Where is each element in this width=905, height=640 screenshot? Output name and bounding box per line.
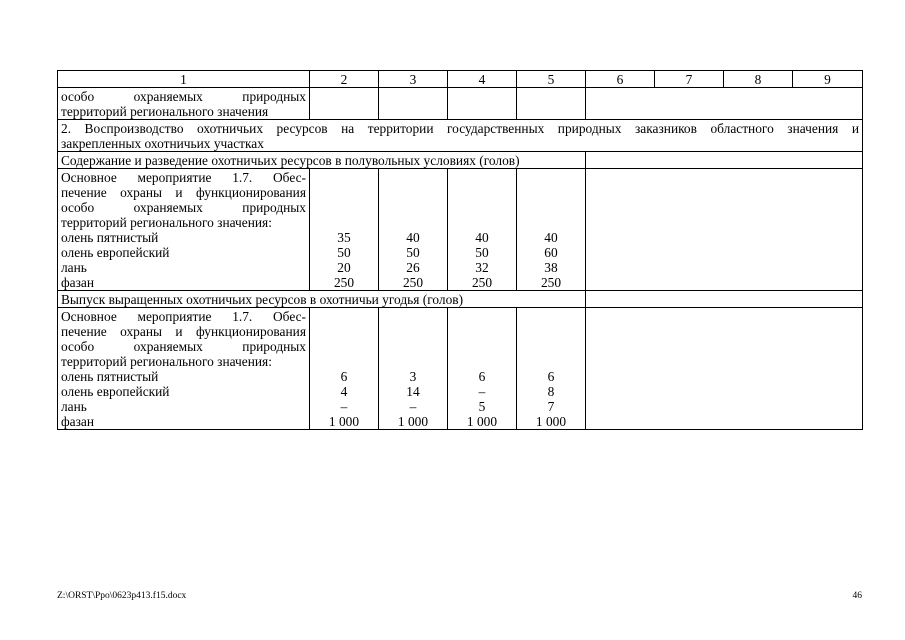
species-label: лань: [61, 399, 87, 414]
value-cell: 40: [406, 230, 420, 245]
empty-cell: [586, 169, 863, 291]
value-column-3: [379, 169, 448, 291]
subsection-row: [58, 291, 863, 308]
value-cell: 3: [409, 369, 417, 384]
column-number-3: 3: [379, 71, 448, 88]
value-cell: 250: [540, 275, 562, 290]
value-cell: –: [478, 384, 486, 399]
value-cell: 250: [471, 275, 493, 290]
measure-description-cell: [58, 169, 310, 291]
measure-line: Основное мероприятие 1.7. Обес-: [61, 309, 306, 324]
subsection-heading: Выпуск выращенных охотничьих ресурсов в охотничьи угодья (голов): [58, 291, 586, 308]
value-cell: 35: [337, 230, 351, 245]
value-cell: 4: [340, 384, 348, 399]
value-column-2: [310, 169, 379, 291]
value-cell: –: [409, 399, 417, 414]
value-column-5: [517, 308, 586, 430]
section-heading: [58, 120, 863, 152]
section-heading-line: 2. Воспроизводство охотничьих ресурсов на территории государственных природных заказников областного значения и: [61, 121, 859, 136]
value-cell: 50: [475, 245, 489, 260]
species-label: олень европейский: [61, 245, 170, 260]
value-cell: 40: [544, 230, 558, 245]
indicators-table: [57, 70, 863, 430]
value-cell: 6: [340, 369, 348, 384]
measure-line: Основное мероприятие 1.7. Обес-: [61, 170, 306, 185]
value-cell: –: [340, 399, 348, 414]
empty-cell: [586, 88, 863, 120]
species-label: олень пятнистый: [61, 230, 159, 245]
page-number: 46: [852, 591, 862, 601]
empty-cell: [310, 88, 379, 120]
subsection-row: [58, 152, 863, 169]
value-cell: 50: [337, 245, 351, 260]
value-cell: 32: [475, 260, 489, 275]
value-column-3: [379, 308, 448, 430]
column-number-2: 2: [310, 71, 379, 88]
value-cell: 6: [478, 369, 486, 384]
value-column-5: [517, 169, 586, 291]
measure-line: печение охраны и функционирования: [61, 324, 306, 339]
value-cell: 6: [547, 369, 555, 384]
continuation-line: территорий регионального значения: [61, 104, 269, 119]
continuation-text-cell: [58, 88, 310, 120]
continuation-line: особо охраняемых природных: [61, 89, 306, 104]
value-cell: 250: [402, 275, 424, 290]
column-number-5: 5: [517, 71, 586, 88]
value-cell: 7: [547, 399, 555, 414]
footer-file-path: Z:\ORST\Ppo\0623p413.f15.docx: [57, 591, 187, 601]
column-number-row: [58, 71, 863, 88]
measure-line: особо охраняемых природных: [61, 200, 306, 215]
value-column-4: [448, 169, 517, 291]
value-cell: 26: [406, 260, 420, 275]
measure-line: печение охраны и функционирования: [61, 185, 306, 200]
empty-cell: [586, 152, 863, 169]
measure-description-cell: [58, 308, 310, 430]
value-cell: 1 000: [535, 414, 567, 429]
species-label: лань: [61, 260, 87, 275]
species-label: олень пятнистый: [61, 369, 159, 384]
column-number-4: 4: [448, 71, 517, 88]
value-column-4: [448, 308, 517, 430]
value-cell: 250: [333, 275, 355, 290]
column-number-1: 1: [58, 71, 310, 88]
empty-cell: [379, 88, 448, 120]
value-cell: 1 000: [397, 414, 429, 429]
continuation-row: [58, 88, 863, 120]
section-heading-line: закрепленных охотничьих участках: [61, 136, 264, 151]
empty-cell: [517, 88, 586, 120]
column-number-9: 9: [793, 71, 863, 88]
value-cell: 5: [478, 399, 486, 414]
value-cell: 1 000: [466, 414, 498, 429]
value-cell: 20: [337, 260, 351, 275]
measure-line: территорий регионального значения:: [61, 354, 272, 369]
empty-cell: [586, 291, 863, 308]
value-cell: 50: [406, 245, 420, 260]
species-label: фазан: [61, 275, 95, 290]
species-label: фазан: [61, 414, 95, 429]
species-label: олень европейский: [61, 384, 170, 399]
measure-line: территорий регионального значения:: [61, 215, 272, 230]
empty-cell: [586, 308, 863, 430]
empty-cell: [448, 88, 517, 120]
value-column-2: [310, 308, 379, 430]
measure-block-row: [58, 169, 863, 291]
column-number-7: 7: [655, 71, 724, 88]
subsection-heading: Содержание и разведение охотничьих ресурсов в полувольных условиях (голов): [58, 152, 586, 169]
value-cell: 8: [547, 384, 555, 399]
value-cell: 14: [406, 384, 420, 399]
value-cell: 40: [475, 230, 489, 245]
value-cell: 38: [544, 260, 558, 275]
value-cell: 1 000: [328, 414, 360, 429]
value-cell: 60: [544, 245, 558, 260]
measure-line: особо охраняемых природных: [61, 339, 306, 354]
column-number-8: 8: [724, 71, 793, 88]
measure-block-row: [58, 308, 863, 430]
section-heading-row: [58, 120, 863, 152]
column-number-6: 6: [586, 71, 655, 88]
